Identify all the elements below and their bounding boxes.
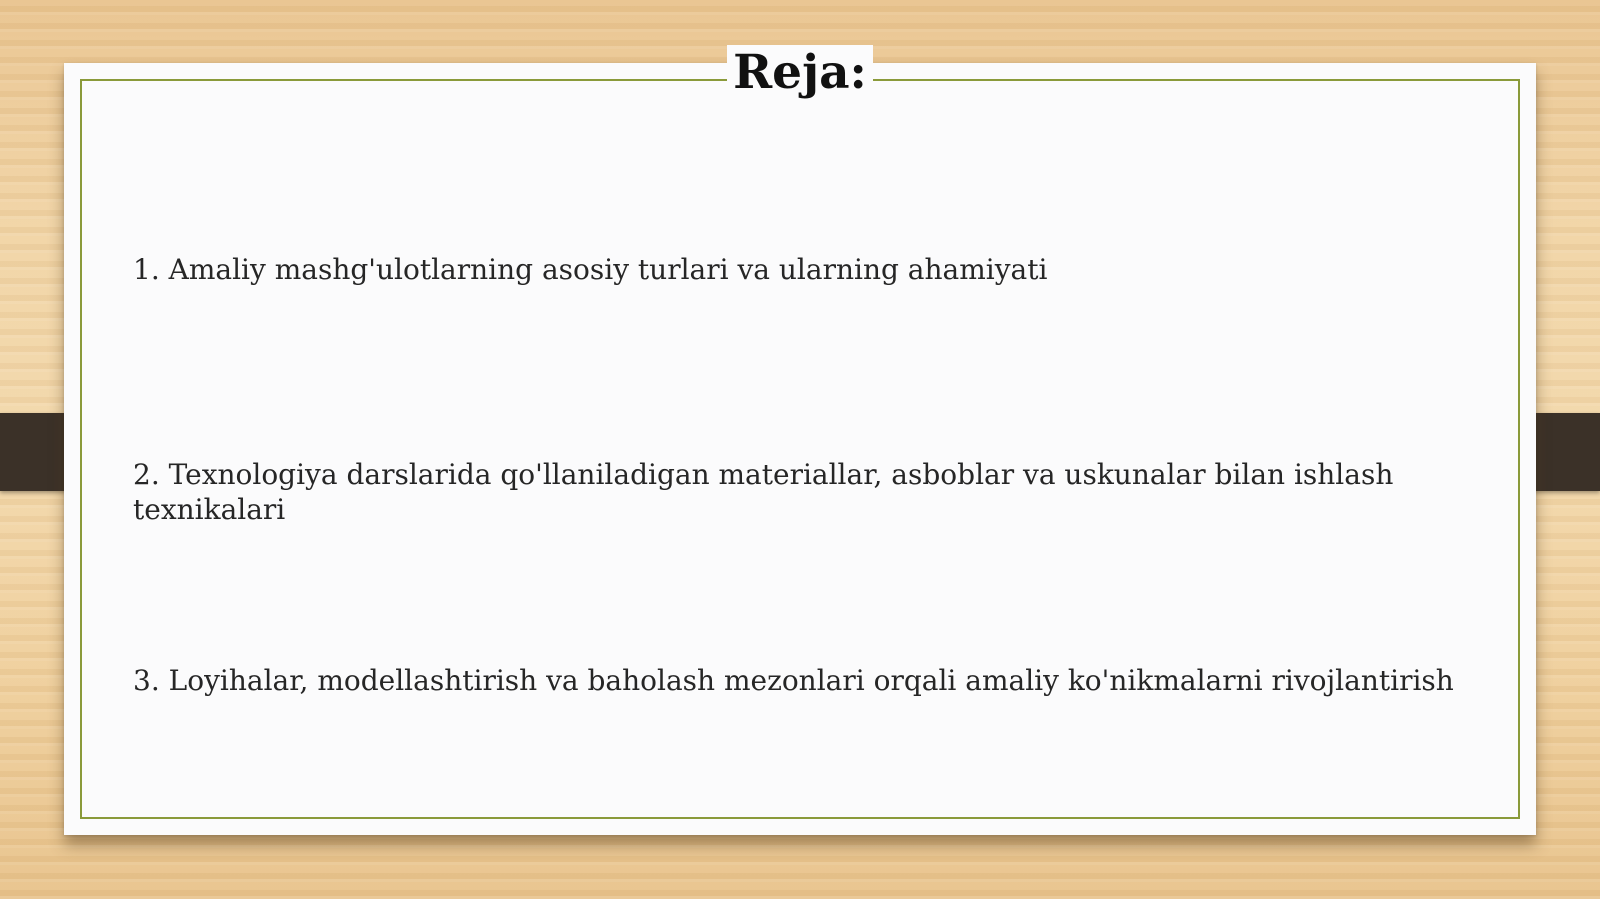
slide-frame-border bbox=[80, 79, 1520, 819]
slide-title-text: Reja: bbox=[727, 45, 873, 100]
plan-item-2: 2. Texnologiya darslarida qo'llaniladigan materiallar, asboblar va uskunalar bilan ishlash texnikalari bbox=[133, 458, 1394, 526]
plan-item-1: 1. Amaliy mashg'ulotlarning asosiy turlari va ularning ahamiyati bbox=[133, 253, 1048, 286]
slide-title bbox=[0, 45, 1600, 101]
slide-card bbox=[64, 63, 1536, 835]
plan-item-3: 3. Loyihalar, modellashtirish va baholash mezonlari orqali amaliy ko'nikmalarni rivojlantirish bbox=[133, 664, 1454, 697]
